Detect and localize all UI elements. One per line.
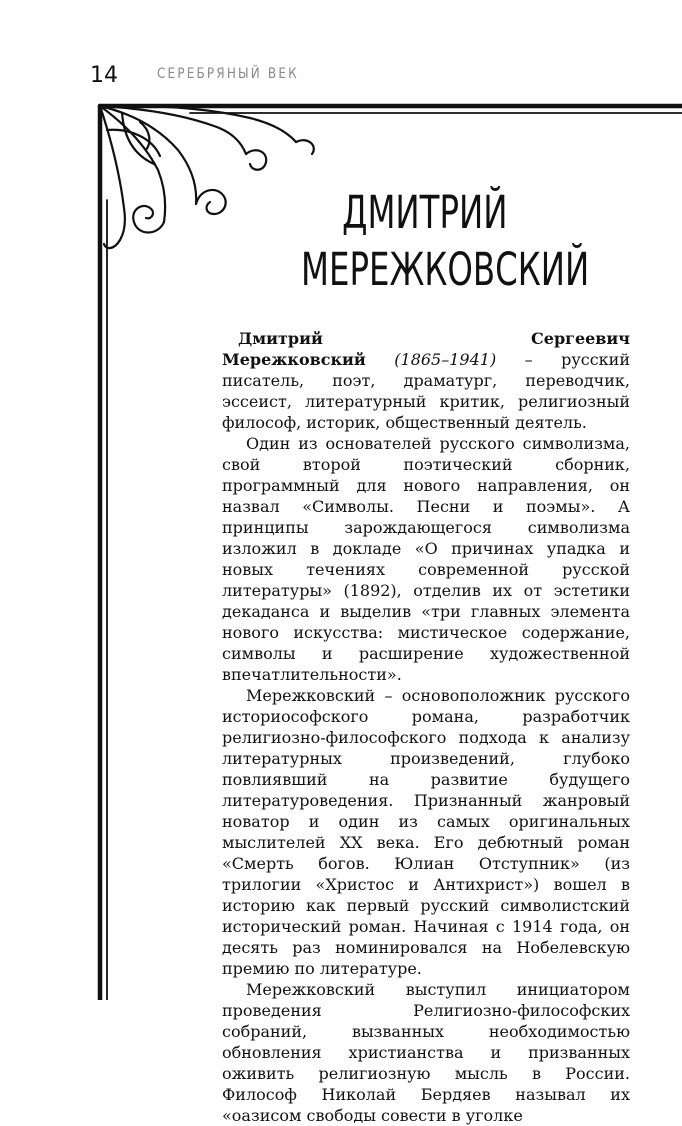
intro-text: – русский писатель, поэт, драматург, переводчик, эссеист, литературный критик, религиозный философ, историк, общественный деятель. [222,350,631,432]
article-title-line1: ДМИТРИЙ [342,186,508,239]
body-paragraph: Один из основателей русского символизма, свой второй поэтический сборник, программный для нового направления, он назвал «Символы. Песни и поэмы». А принципы зарождающегося символизма изложил в докладе «О причинах упадка и новых течениях современной русской литературы» (1892), отделив их от эстетики декаданса и выделив «три главных элемента нового искусства: мистическое содержание, символы и расширение художественной впечатлительности». [222,434,630,684]
page-number: 14 [90,63,118,88]
body-paragraph: Мережковский выступил инициатором проведения Религиозно-философских собраний, вызванных необходимостью обновления христианства и призванных оживить религиозную мысль в России. Философ Николай Бердяев называл их «оазисом свободы совести в уголке [222,980,630,1125]
author-name: Дмитрий Сергеевич Мережковский [222,329,630,369]
intro-paragraph [222,328,630,433]
body-paragraph: Мережковский – основоположник русского историософского романа, разработчик религиозно-философского подхода к анализу литературных произведений, глубоко повлиявший на развитие будущего литературоведения. Признанный жанровый новатор и один из самых оригинальных мыслителей XX века. Его дебютный роман «Смерть богов. Юлиан Отступник» (из трилогии «Христос и Антихрист») вошел в историю как первый русский символистский исторический роман. Начиная с 1914 года, он десять раз номинировался на Нобелевскую премию по литературе. [222,686,630,978]
article-body [222,328,630,1126]
running-head: СЕРЕБРЯНЫЙ ВЕК [157,66,299,82]
author-dates: (1865–1941) [394,350,497,369]
article-title-line2: МЕРЕЖКОВСКИЙ [301,243,590,296]
